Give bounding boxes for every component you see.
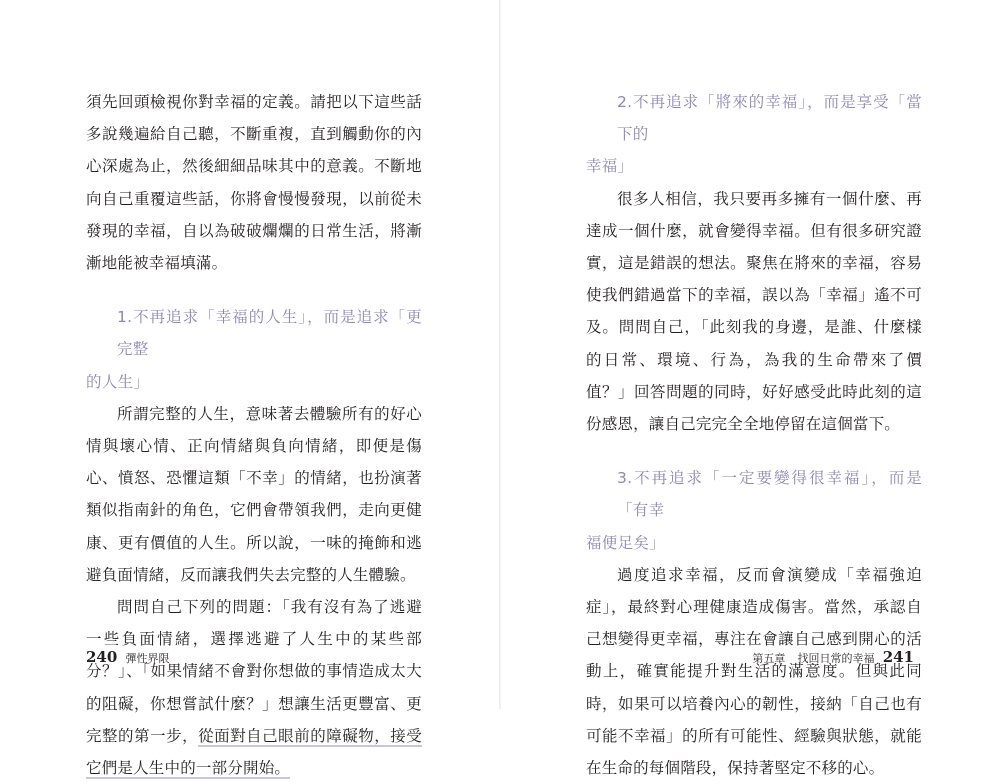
book-title: 彈性界限: [125, 652, 170, 665]
right-page: [500, 0, 1000, 778]
paragraph-1: 所謂完整的人生，意味著去體驗所有的好心情與壞心情、正向情緒與負向情緒，即便是傷心、憤怒、恐懼這類「不幸」的情緒，也扮演著類似指南針的角色，它們會帶領我們，走向更健康、更有價值的人生。所以說，一味的掩飾和逃避負面情緒，反而讓我們失去完整的人生體驗。: [86, 404, 422, 584]
chapter-title: 找回日常的幸福: [797, 652, 875, 665]
heading-3: [586, 462, 922, 559]
heading-1-line1: 1.不再追求「幸福的人生」，而是追求「更完整: [117, 308, 422, 359]
paragraph-4: 過度追求幸福，反而會演變成「幸福強迫症」，最終對心理健康造成傷害。當然，承認自己想變得更幸福，專注在會讓自己感到開心的活動上，確實能提升對生活的滿意度。但與此同時，如果可以培養內心的韌性，接納「自己也有可能不幸福」的所有可能性、經驗與狀態，就能在生命的每個階段，保持著堅定不移的心。: [586, 565, 922, 778]
right-text-column: [586, 86, 922, 784]
heading-3-line2: 福便足矣」: [586, 533, 666, 552]
highlighted-sentence: 從面對自己眼前的障礙物，接受它們是人生中的一部分開始。: [86, 726, 422, 778]
heading-2: [586, 86, 922, 183]
paragraph-2: [86, 591, 422, 784]
paragraph-intro: 須先回頭檢視你對幸福的定義。請把以下這些話多說幾遍給自己聽，不斷重複，直到觸動你的內心深處為止，然後細細品味其中的意義。不斷地向自己重覆這些話，你將會慢慢發現，以前從未發現的幸福，自以為破破爛爛的日常生活，將漸漸地能被幸福填滿。: [86, 93, 422, 273]
paragraph-2-text: 問問自己下列的問題：「我有沒有為了逃避一些負面情緒，選擇逃避了人生中的某些部分？」、「如果情緒不會對你想做的事情造成太大的阻礙，你想嘗試什麼？」想讓生活更豐富、更完整的第一步，: [86, 598, 422, 745]
heading-3-line1: 3.不再追求「一定要變得很幸福」，而是「有幸: [617, 469, 922, 520]
heading-1-line2: 的人生」: [86, 372, 150, 391]
heading-2-line2: 幸福」: [586, 157, 634, 176]
right-footer: [748, 648, 914, 666]
heading-1: [86, 301, 422, 398]
chapter-label: 第五章: [752, 652, 786, 665]
left-page: [0, 0, 500, 778]
heading-2-line1: 2.不再追求「將來的幸福」，而是享受「當下的: [617, 93, 922, 144]
page-number-right: 241: [882, 648, 914, 666]
paragraph-3: 很多人相信，我只要再多擁有一個什麼、再達成一個什麼，就會變得幸福。但有很多研究證實，這是錯誤的想法。聚焦在將來的幸福，容易使我們錯過當下的幸福，誤以為「幸福」遙不可及。問問自己，「此刻我的身邊，是誰、什麼樣的日常、環境、行為，為我的生命帶來了價值？」回答問題的同時，好好感受此時此刻的這份感恩，讓自己完完全全地停留在這個當下。: [586, 189, 922, 434]
left-footer: [86, 648, 173, 666]
page-number-left: 240: [86, 648, 118, 666]
left-text-column: [86, 86, 422, 784]
